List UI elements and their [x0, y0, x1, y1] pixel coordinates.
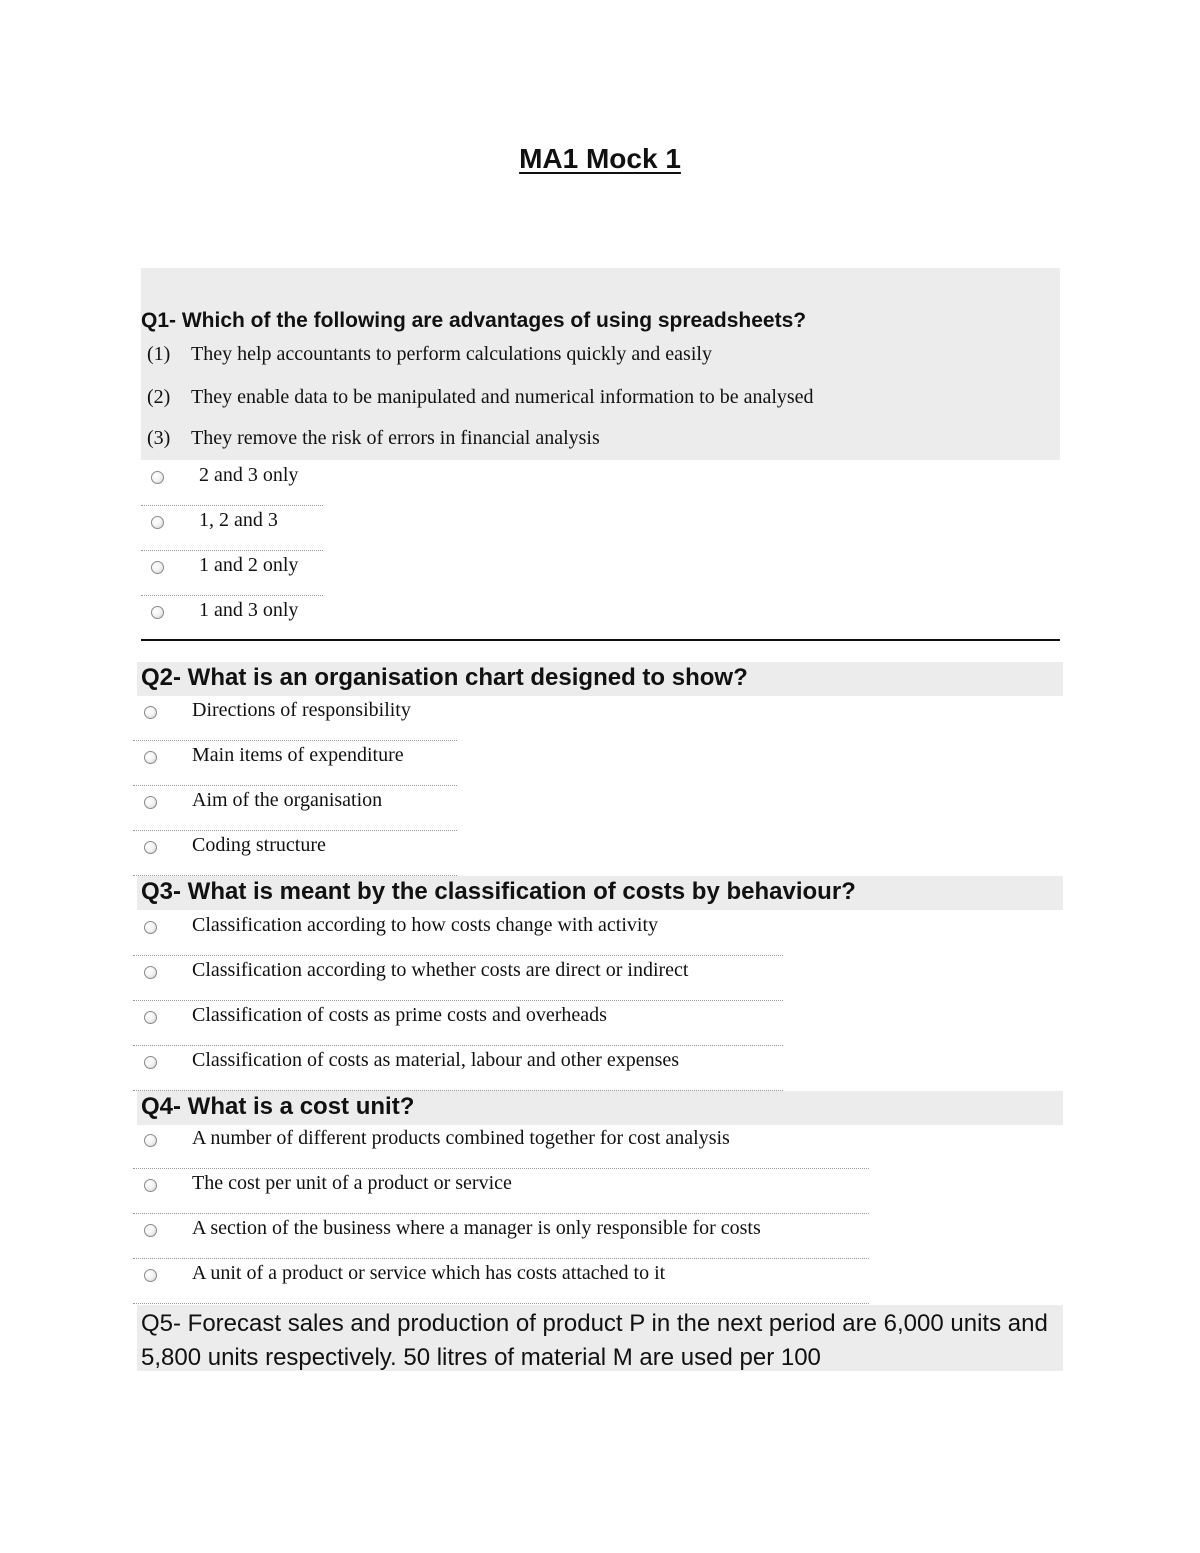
- option-label: Main items of expenditure: [192, 744, 404, 766]
- q1-option-3[interactable]: [141, 551, 323, 596]
- statement-text: They remove the risk of errors in financial analysis: [191, 427, 600, 449]
- statement-text: They help accountants to perform calculations quickly and easily: [191, 343, 712, 365]
- option-label: A unit of a product or service which has costs attached to it: [192, 1262, 666, 1284]
- q1-option-1[interactable]: [141, 461, 323, 506]
- q3-question-header: [137, 876, 1063, 910]
- option-label: Directions of responsibility: [192, 699, 411, 721]
- q4-option-4[interactable]: [133, 1259, 869, 1304]
- option-label: The cost per unit of a product or service: [192, 1172, 512, 1194]
- radio-button-icon[interactable]: [144, 796, 157, 809]
- q2-option-2[interactable]: [133, 741, 457, 786]
- q1-statement-2: [147, 386, 814, 409]
- option-label: Classification according to whether costs are direct or indirect: [192, 959, 689, 981]
- q3-question-text: Q3- What is meant by the classification of costs by behaviour?: [141, 878, 856, 905]
- option-label: 1, 2 and 3: [199, 509, 278, 531]
- q5-question-text: Q5- Forecast sales and production of product P in the next period are 6,000 units and 5,800 units respectively. 50 litres of material M are used per 100: [141, 1310, 1048, 1371]
- radio-button-icon[interactable]: [144, 1179, 157, 1192]
- radio-button-icon[interactable]: [151, 561, 164, 574]
- option-label: 2 and 3 only: [199, 464, 299, 486]
- statement-number: (3): [147, 427, 171, 449]
- q3-option-3[interactable]: [133, 1001, 783, 1046]
- q4-question-header: [137, 1091, 1063, 1125]
- option-label: Coding structure: [192, 834, 326, 856]
- page-title: MA1 Mock 1: [519, 143, 681, 174]
- radio-button-icon[interactable]: [144, 1134, 157, 1147]
- q2-question-header: [137, 662, 1063, 696]
- section-divider: [141, 639, 1060, 641]
- q3-option-1[interactable]: [133, 911, 783, 956]
- q2-option-3[interactable]: [133, 786, 457, 831]
- option-label: Classification according to how costs change with activity: [192, 914, 658, 936]
- q4-option-3[interactable]: [133, 1214, 869, 1259]
- q3-option-4[interactable]: [133, 1046, 783, 1091]
- option-label: A number of different products combined together for cost analysis: [192, 1127, 730, 1149]
- q1-statement-1: [147, 343, 712, 366]
- radio-button-icon[interactable]: [144, 1056, 157, 1069]
- statement-number: (2): [147, 386, 171, 408]
- q2-question-text: Q2- What is an organisation chart designed to show?: [141, 664, 748, 691]
- option-label: Aim of the organisation: [192, 789, 383, 811]
- q1-statement-3: [147, 427, 600, 450]
- option-label: A section of the business where a manager is only responsible for costs: [192, 1217, 761, 1239]
- radio-button-icon[interactable]: [144, 1224, 157, 1237]
- q4-option-2[interactable]: [133, 1169, 869, 1214]
- radio-button-icon[interactable]: [144, 921, 157, 934]
- option-label: 1 and 3 only: [199, 599, 299, 621]
- radio-button-icon[interactable]: [144, 706, 157, 719]
- q5-question-header: [137, 1305, 1063, 1371]
- radio-button-icon[interactable]: [151, 516, 164, 529]
- radio-button-icon[interactable]: [144, 1011, 157, 1024]
- q4-question-text: Q4- What is a cost unit?: [141, 1093, 415, 1120]
- option-label: 1 and 2 only: [199, 554, 299, 576]
- radio-button-icon[interactable]: [151, 471, 164, 484]
- radio-button-icon[interactable]: [151, 606, 164, 619]
- q1-option-4[interactable]: [141, 596, 323, 641]
- statement-number: (1): [147, 343, 171, 365]
- q2-option-1[interactable]: [133, 696, 457, 741]
- option-label: Classification of costs as prime costs and overheads: [192, 1004, 607, 1026]
- q3-option-2[interactable]: [133, 956, 783, 1001]
- q4-option-1[interactable]: [133, 1124, 869, 1169]
- option-label: Classification of costs as material, labour and other expenses: [192, 1049, 680, 1071]
- radio-button-icon[interactable]: [144, 751, 157, 764]
- q2-option-4[interactable]: [133, 831, 457, 876]
- q1-option-2[interactable]: [141, 506, 323, 551]
- statement-text: They enable data to be manipulated and numerical information to be analysed: [191, 386, 814, 408]
- radio-button-icon[interactable]: [144, 966, 157, 979]
- radio-button-icon[interactable]: [144, 841, 157, 854]
- radio-button-icon[interactable]: [144, 1269, 157, 1282]
- q1-question-text: Q1- Which of the following are advantages of using spreadsheets?: [141, 309, 807, 332]
